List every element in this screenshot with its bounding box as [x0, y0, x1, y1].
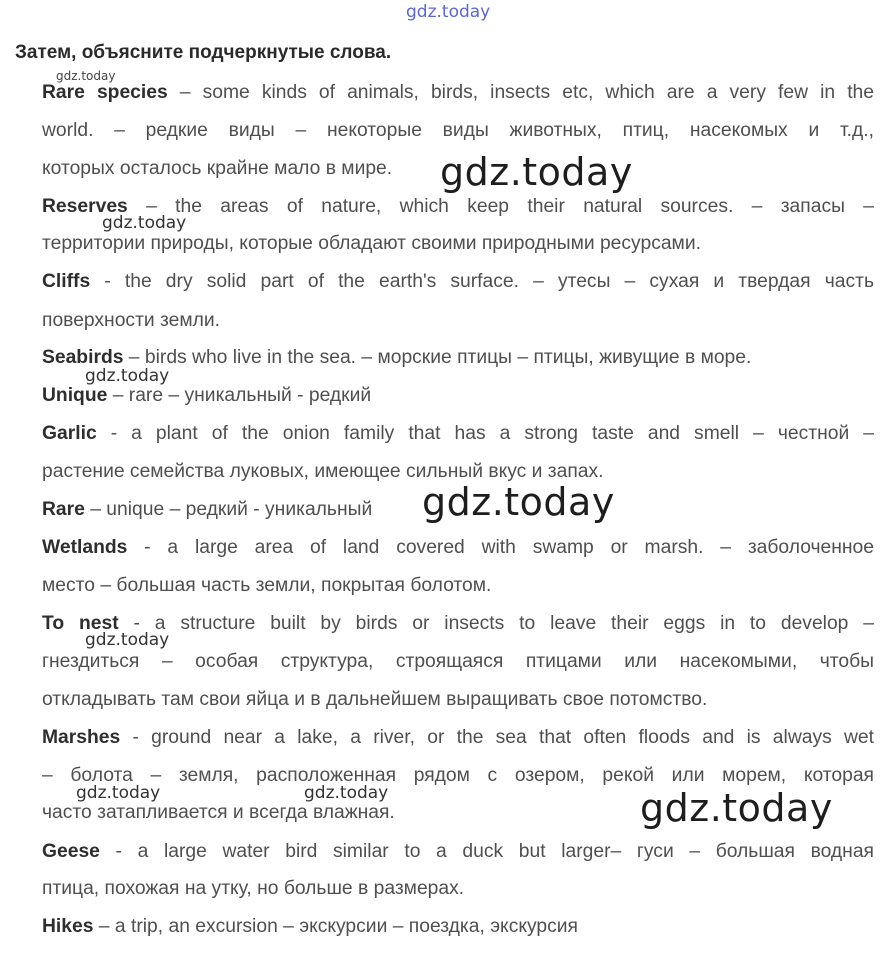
entry-cliffs-line-1: Cliffs - the dry solid part of the earth's surface. – утесы – сухая и твердая часть: [42, 271, 874, 292]
term-cliffs: Cliffs: [42, 271, 91, 292]
watermark-small-4: gdz.today: [76, 783, 161, 803]
entry-marshes-line-2: – болота – земля, расположенная рядом с озером, рекой или морем, которая: [42, 765, 874, 786]
term-reserves: Reserves: [42, 196, 128, 217]
entry-to-nest-line-3: откладывать там свои яйца и в дальнейшем выращивать свое потомство.: [42, 689, 708, 710]
watermark-small-1: gdz.today: [102, 213, 187, 233]
entry-geese-line-2: птица, похожая на утку, но больше в размерах.: [42, 878, 465, 899]
term-to-nest: To nest: [42, 613, 119, 634]
watermark-large-3: gdz.today: [640, 786, 833, 830]
watermark-small-3: gdz.today: [85, 630, 170, 650]
term-marshes: Marshes: [42, 727, 121, 748]
entry-rare-species-line-2: world. – редкие виды – некоторые виды животных, птиц, насекомых и т.д.,: [42, 120, 874, 141]
term-garlic: Garlic: [42, 423, 97, 444]
entry-marshes-line-1: Marshes - ground near a lake, a river, or the sea that often floods and is always wet: [42, 727, 874, 748]
watermark-large-1: gdz.today: [440, 150, 633, 194]
entry-reserves-line-2: территории природы, которые обладают своими природными ресурсами.: [42, 233, 701, 254]
entry-cliffs-line-2: поверхности земли.: [42, 310, 221, 331]
entry-seabirds-line-1: Seabirds – birds who live in the sea. – морские птицы – птицы, живущие в море.: [42, 347, 752, 368]
entry-garlic-line-1: Garlic - a plant of the onion family that has a strong taste and smell – честной –: [42, 423, 874, 444]
entry-geese-line-1: Geese - a large water bird similar to a duck but larger– гуси – большая водная: [42, 841, 874, 862]
entry-wetlands-line-2: место – большая часть земли, покрытая болотом.: [42, 575, 492, 596]
entry-garlic-line-2: растение семейства луковых, имеющее сильный вкус и запах.: [42, 461, 604, 482]
entry-rare-species-line-1: Rare species – some kinds of animals, birds, insects etc, which are a very few in the: [42, 82, 875, 103]
term-rare-species: Rare species: [42, 82, 168, 103]
watermark-tiny: gdz.today: [56, 69, 116, 83]
term-rare: Rare: [42, 499, 85, 520]
entry-wetlands-line-1: Wetlands - a large area of land covered with swamp or marsh. – заболоченное: [42, 537, 874, 558]
entry-reserves-line-1: Reserves – the areas of nature, which keep their natural sources. – запасы –: [42, 196, 874, 217]
watermark-large-2: gdz.today: [422, 480, 615, 524]
term-seabirds: Seabirds: [42, 347, 124, 368]
watermark-small-2: gdz.today: [85, 366, 170, 386]
entry-rare-species-line-3: которых осталось крайне мало в мире.: [42, 158, 393, 179]
entry-hikes-line-1: Hikes – a trip, an excursion – экскурсии – поездка, экскурсия: [42, 916, 578, 937]
entry-to-nest-line-1: To nest - a structure built by birds or insects to leave their eggs in to develop –: [42, 613, 874, 634]
entry-marshes-line-3: часто затапливается и всегда влажная.: [42, 802, 395, 823]
watermark-top: gdz.today: [406, 2, 491, 22]
term-wetlands: Wetlands: [42, 537, 128, 558]
watermark-small-5: gdz.today: [304, 783, 389, 803]
page-heading: Затем, объясните подчеркнутые слова.: [15, 42, 392, 63]
term-hikes: Hikes: [42, 916, 94, 937]
term-geese: Geese: [42, 841, 100, 862]
term-unique: Unique: [42, 385, 108, 406]
entry-to-nest-line-2: гнездиться – особая структура, строящаяся птицами или насекомыми, чтобы: [42, 651, 874, 672]
entry-rare-line-1: Rare – unique – редкий - уникальный: [42, 499, 373, 520]
entry-unique-line-1: Unique – rare – уникальный - редкий: [42, 385, 372, 406]
